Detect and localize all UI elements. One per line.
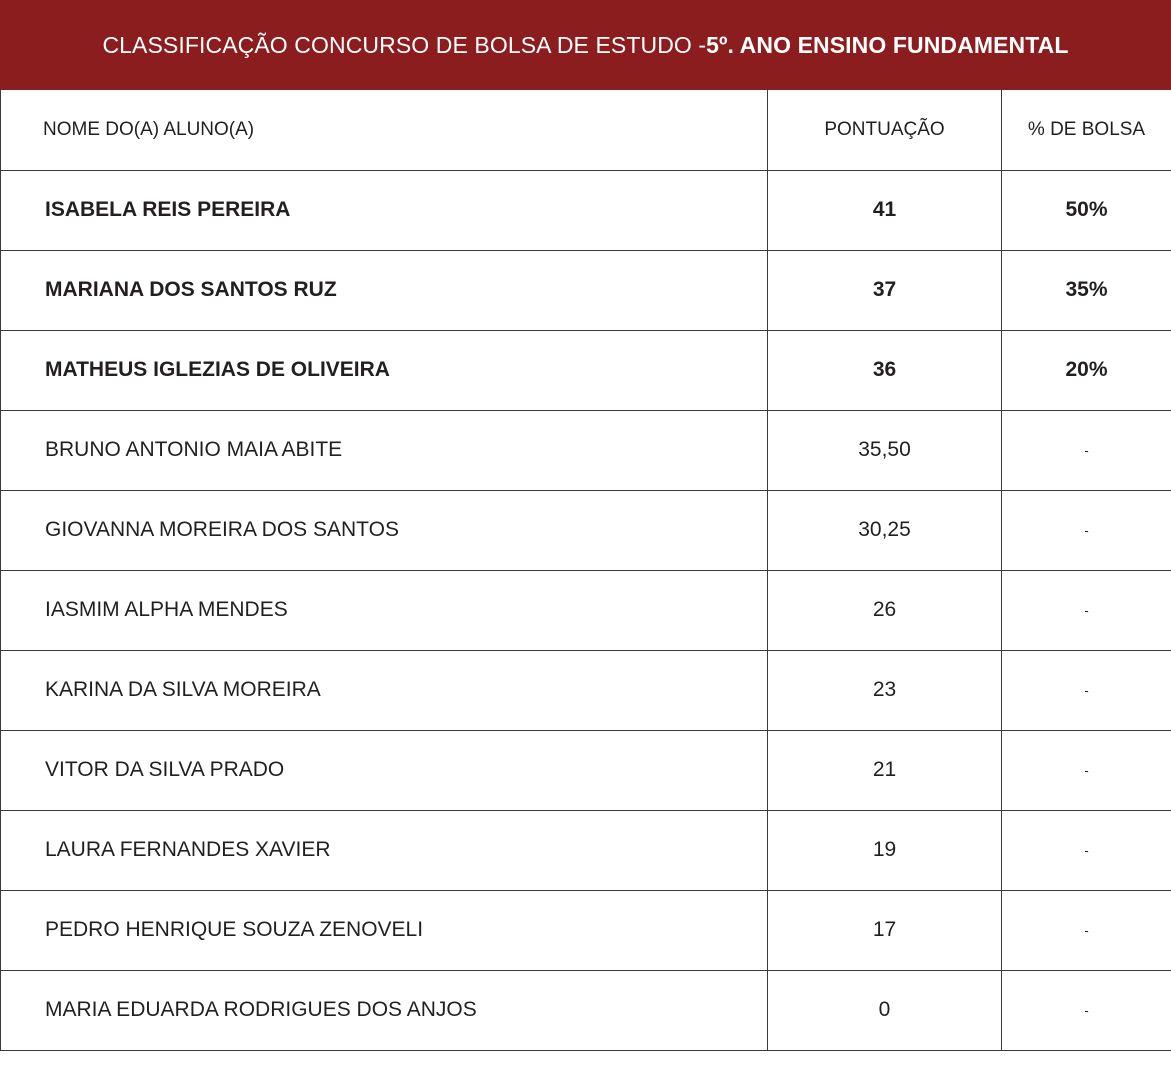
- student-score: 36: [768, 330, 1002, 410]
- table-row: [1, 650, 1171, 730]
- student-score: 30,25: [768, 490, 1002, 570]
- student-scholarship: -: [1002, 570, 1171, 650]
- table-row: [1, 570, 1171, 650]
- student-scholarship: -: [1002, 810, 1171, 890]
- student-scholarship: -: [1002, 410, 1171, 490]
- student-name: KARINA DA SILVA MOREIRA: [1, 650, 768, 730]
- student-scholarship: -: [1002, 890, 1171, 970]
- student-score: 37: [768, 250, 1002, 330]
- student-name: MATHEUS IGLEZIAS DE OLIVEIRA: [1, 330, 768, 410]
- student-name: PEDRO HENRIQUE SOUZA ZENOVELI: [1, 890, 768, 970]
- student-scholarship: -: [1002, 730, 1171, 810]
- student-scholarship: 50%: [1002, 170, 1171, 250]
- student-score: 17: [768, 890, 1002, 970]
- ranking-table: [0, 90, 1171, 1051]
- table-row: [1, 410, 1171, 490]
- student-scholarship: -: [1002, 490, 1171, 570]
- student-score: 0: [768, 970, 1002, 1050]
- table-row: [1, 890, 1171, 970]
- student-scholarship: -: [1002, 650, 1171, 730]
- student-name: GIOVANNA MOREIRA DOS SANTOS: [1, 490, 768, 570]
- table-row: [1, 810, 1171, 890]
- student-scholarship: 35%: [1002, 250, 1171, 330]
- title-regular: CLASSIFICAÇÃO CONCURSO DE BOLSA DE ESTUDO -: [102, 31, 707, 58]
- student-name: IASMIM ALPHA MENDES: [1, 570, 768, 650]
- title-bold: 5º. ANO ENSINO FUNDAMENTAL: [706, 31, 1069, 58]
- student-score: 35,50: [768, 410, 1002, 490]
- student-name: ISABELA REIS PEREIRA: [1, 170, 768, 250]
- student-score: 19: [768, 810, 1002, 890]
- student-name: MARIA EDUARDA RODRIGUES DOS ANJOS: [1, 970, 768, 1050]
- table-row: [1, 490, 1171, 570]
- student-scholarship: -: [1002, 970, 1171, 1050]
- column-header-scholarship: % DE BOLSA: [1002, 90, 1171, 170]
- student-scholarship: 20%: [1002, 330, 1171, 410]
- title-bar: [0, 0, 1171, 90]
- table-header-row: [1, 90, 1171, 170]
- table-row: [1, 170, 1171, 250]
- student-name: MARIANA DOS SANTOS RUZ: [1, 250, 768, 330]
- student-score: 23: [768, 650, 1002, 730]
- student-score: 41: [768, 170, 1002, 250]
- table-row: [1, 330, 1171, 410]
- column-header-score: PONTUAÇÃO: [768, 90, 1002, 170]
- student-name: LAURA FERNANDES XAVIER: [1, 810, 768, 890]
- student-name: BRUNO ANTONIO MAIA ABITE: [1, 410, 768, 490]
- table-row: [1, 970, 1171, 1050]
- student-score: 21: [768, 730, 1002, 810]
- table-row: [1, 250, 1171, 330]
- student-name: VITOR DA SILVA PRADO: [1, 730, 768, 810]
- student-score: 26: [768, 570, 1002, 650]
- table-row: [1, 730, 1171, 810]
- column-header-name: NOME DO(A) ALUNO(A): [1, 90, 768, 170]
